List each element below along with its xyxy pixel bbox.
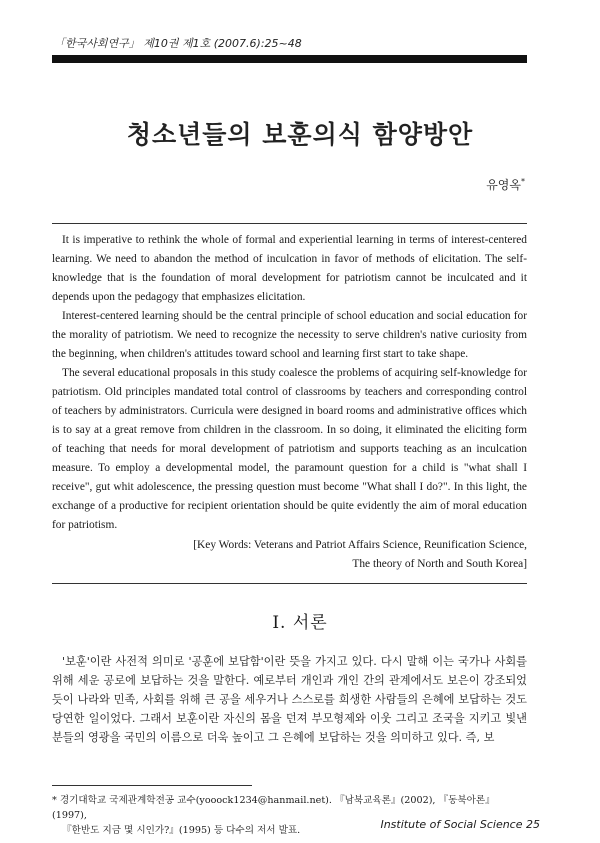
- article-title: 청소년들의 보훈의식 함양방안: [126, 120, 474, 149]
- keywords-line-2: The theory of North and South Korea]: [352, 558, 527, 570]
- abstract-paragraph-2: Interest-centered learning should be the central principle of school education and social education for the morality of patriotism. We need to recognize the necessity to serve children's native curiosity from the beginning, when children's attitudes toward school and learning first start to take shape.: [52, 310, 527, 360]
- keywords-line-1: [Key Words: Veterans and Patriot Affairs Science, Reunification Science,: [193, 539, 527, 551]
- page-footer: Institute of Social Science 25: [380, 818, 540, 831]
- footnote-line-2: 『한반도 지금 몇 시인가?』(1995) 등 다수의 저서 발표.: [62, 825, 301, 836]
- author-name: [486, 176, 525, 193]
- section-heading: Ⅰ. 서론: [272, 613, 328, 633]
- body-paragraph: '보훈'이란 사전적 의미로 '공훈에 보답함'이란 뜻을 가지고 있다. 다시 말해 이는 국가나 사회를 위해 세운 공로에 보답하는 것을 말한다. 예로부터 개인과 개인 간의 관계에서도 보은이 강조되었듯이 나라와 민족, 사회를 위해 큰 공을 세우거나 스스로를 희생한 사람들의 은혜에 보답하는 것도 당연한 일이었다. 그래서 보훈이란 자신의 몸을 던져 부모형제와 이웃 그리고 조국을 지키고 빛낸 분들의 영광을 국민의 이름으로 더욱 높이고 그 은혜에 보답하는 것을 의미하고 있다. 즉, 보: [52, 655, 527, 744]
- author-text: 유영옥: [486, 178, 521, 192]
- footnote: [52, 793, 527, 838]
- footnote-line-1: * 경기대학교 국제관계학전공 교수(yooock1234@hanmail.net). 『남북교육론』(2002), 『동북아론』(1997),: [52, 795, 495, 821]
- body-text: [52, 652, 527, 747]
- header-bar: [52, 55, 527, 63]
- journal-citation: 「한국사회연구」 제10권 제1호 (2007.6):25~48: [54, 37, 302, 50]
- abstract: [52, 231, 527, 535]
- abstract-paragraph-1: It is imperative to rethink the whole of formal and experiential learning in terms of interest-centered learning. We need to abandon the method of inculcation in favor of methods of elicitation. The self-knowledge that is the foundation of moral development for patriotism cannot be inculcated and it depends upon the pedagogy that emphasizes elicitation.: [52, 234, 527, 303]
- footnote-rule: [52, 785, 252, 786]
- author-footnote-mark: *: [521, 177, 525, 186]
- keywords: [193, 536, 527, 574]
- abstract-paragraph-3: The several educational proposals in this study coalesce the problems of acquiring self-knowledge for patriotism. Old principles mandated total control of classrooms by teachers and corresponding control of teachers by administrators. Curricula were designed in board rooms and administrative offices which is to say at a great remove from children in the classroom. In so doing, it eliminated the eliciting form of teaching that needs for moral development of patriotism and supports teaching as an inculcation measure. To employ a developmental model, the paramount question for a child is "what shall I receive", gut whit adolescence, the pressing question must become "What shall I do?". In this light, the exchange of a productive for recipient orientation should be quite evidently the aim of moral education for patriotism.: [52, 367, 527, 531]
- abstract-top-rule: [52, 223, 527, 224]
- abstract-bottom-rule: [52, 583, 527, 584]
